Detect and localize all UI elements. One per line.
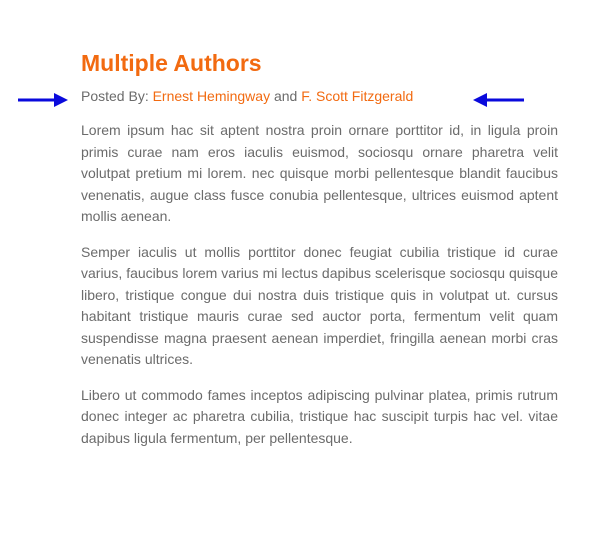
author-link-f-scott-fitzgerald[interactable]: F. Scott Fitzgerald: [301, 88, 414, 104]
post-title: Multiple Authors: [81, 50, 262, 76]
arrow-right-icon: [18, 92, 68, 108]
body-paragraph: Lorem ipsum hac sit aptent nostra proin ornare porttitor id, in ligula proin primis curae nam eros iaculis euismod, sociosqu ornare pharetra velit volutpat pretium mi lorem. nec quisque morbi pellentesque blandit faucibus venenatis, augue class fusce conubia pellentesque, ultrices euismod aptent mollis aenean.: [81, 122, 558, 224]
author-link-ernest-hemingway[interactable]: Ernest Hemingway: [152, 88, 271, 104]
arrow-left-icon: [473, 92, 524, 108]
byline-prefix: Posted By:: [81, 88, 149, 104]
body-paragraph: Libero ut commodo fames inceptos adipiscing pulvinar platea, primis rutrum donec integer ac pharetra cubilia, tristique hac suscipit turpis hac vel. vitae dapibus ligula fermentum, per pellentesque.: [81, 386, 558, 446]
body-paragraph: Semper iaculis ut mollis porttitor donec feugiat cubilia tristique id curae varius, faucibus lorem varius mi lectus dapibus scelerisque sociosqu quisque libero, tristique congue dui nostra duis tristique quis in volutpat ut. cursus habitant tristique mauris curae sed auctor porta, fermentum velit quam suspendisse magna praesent aenean imperdiet, fringilla aenean morbi cras venenatis ultrices.: [81, 243, 558, 367]
article: [81, 48, 558, 449]
byline-conjunction: and: [273, 88, 298, 104]
